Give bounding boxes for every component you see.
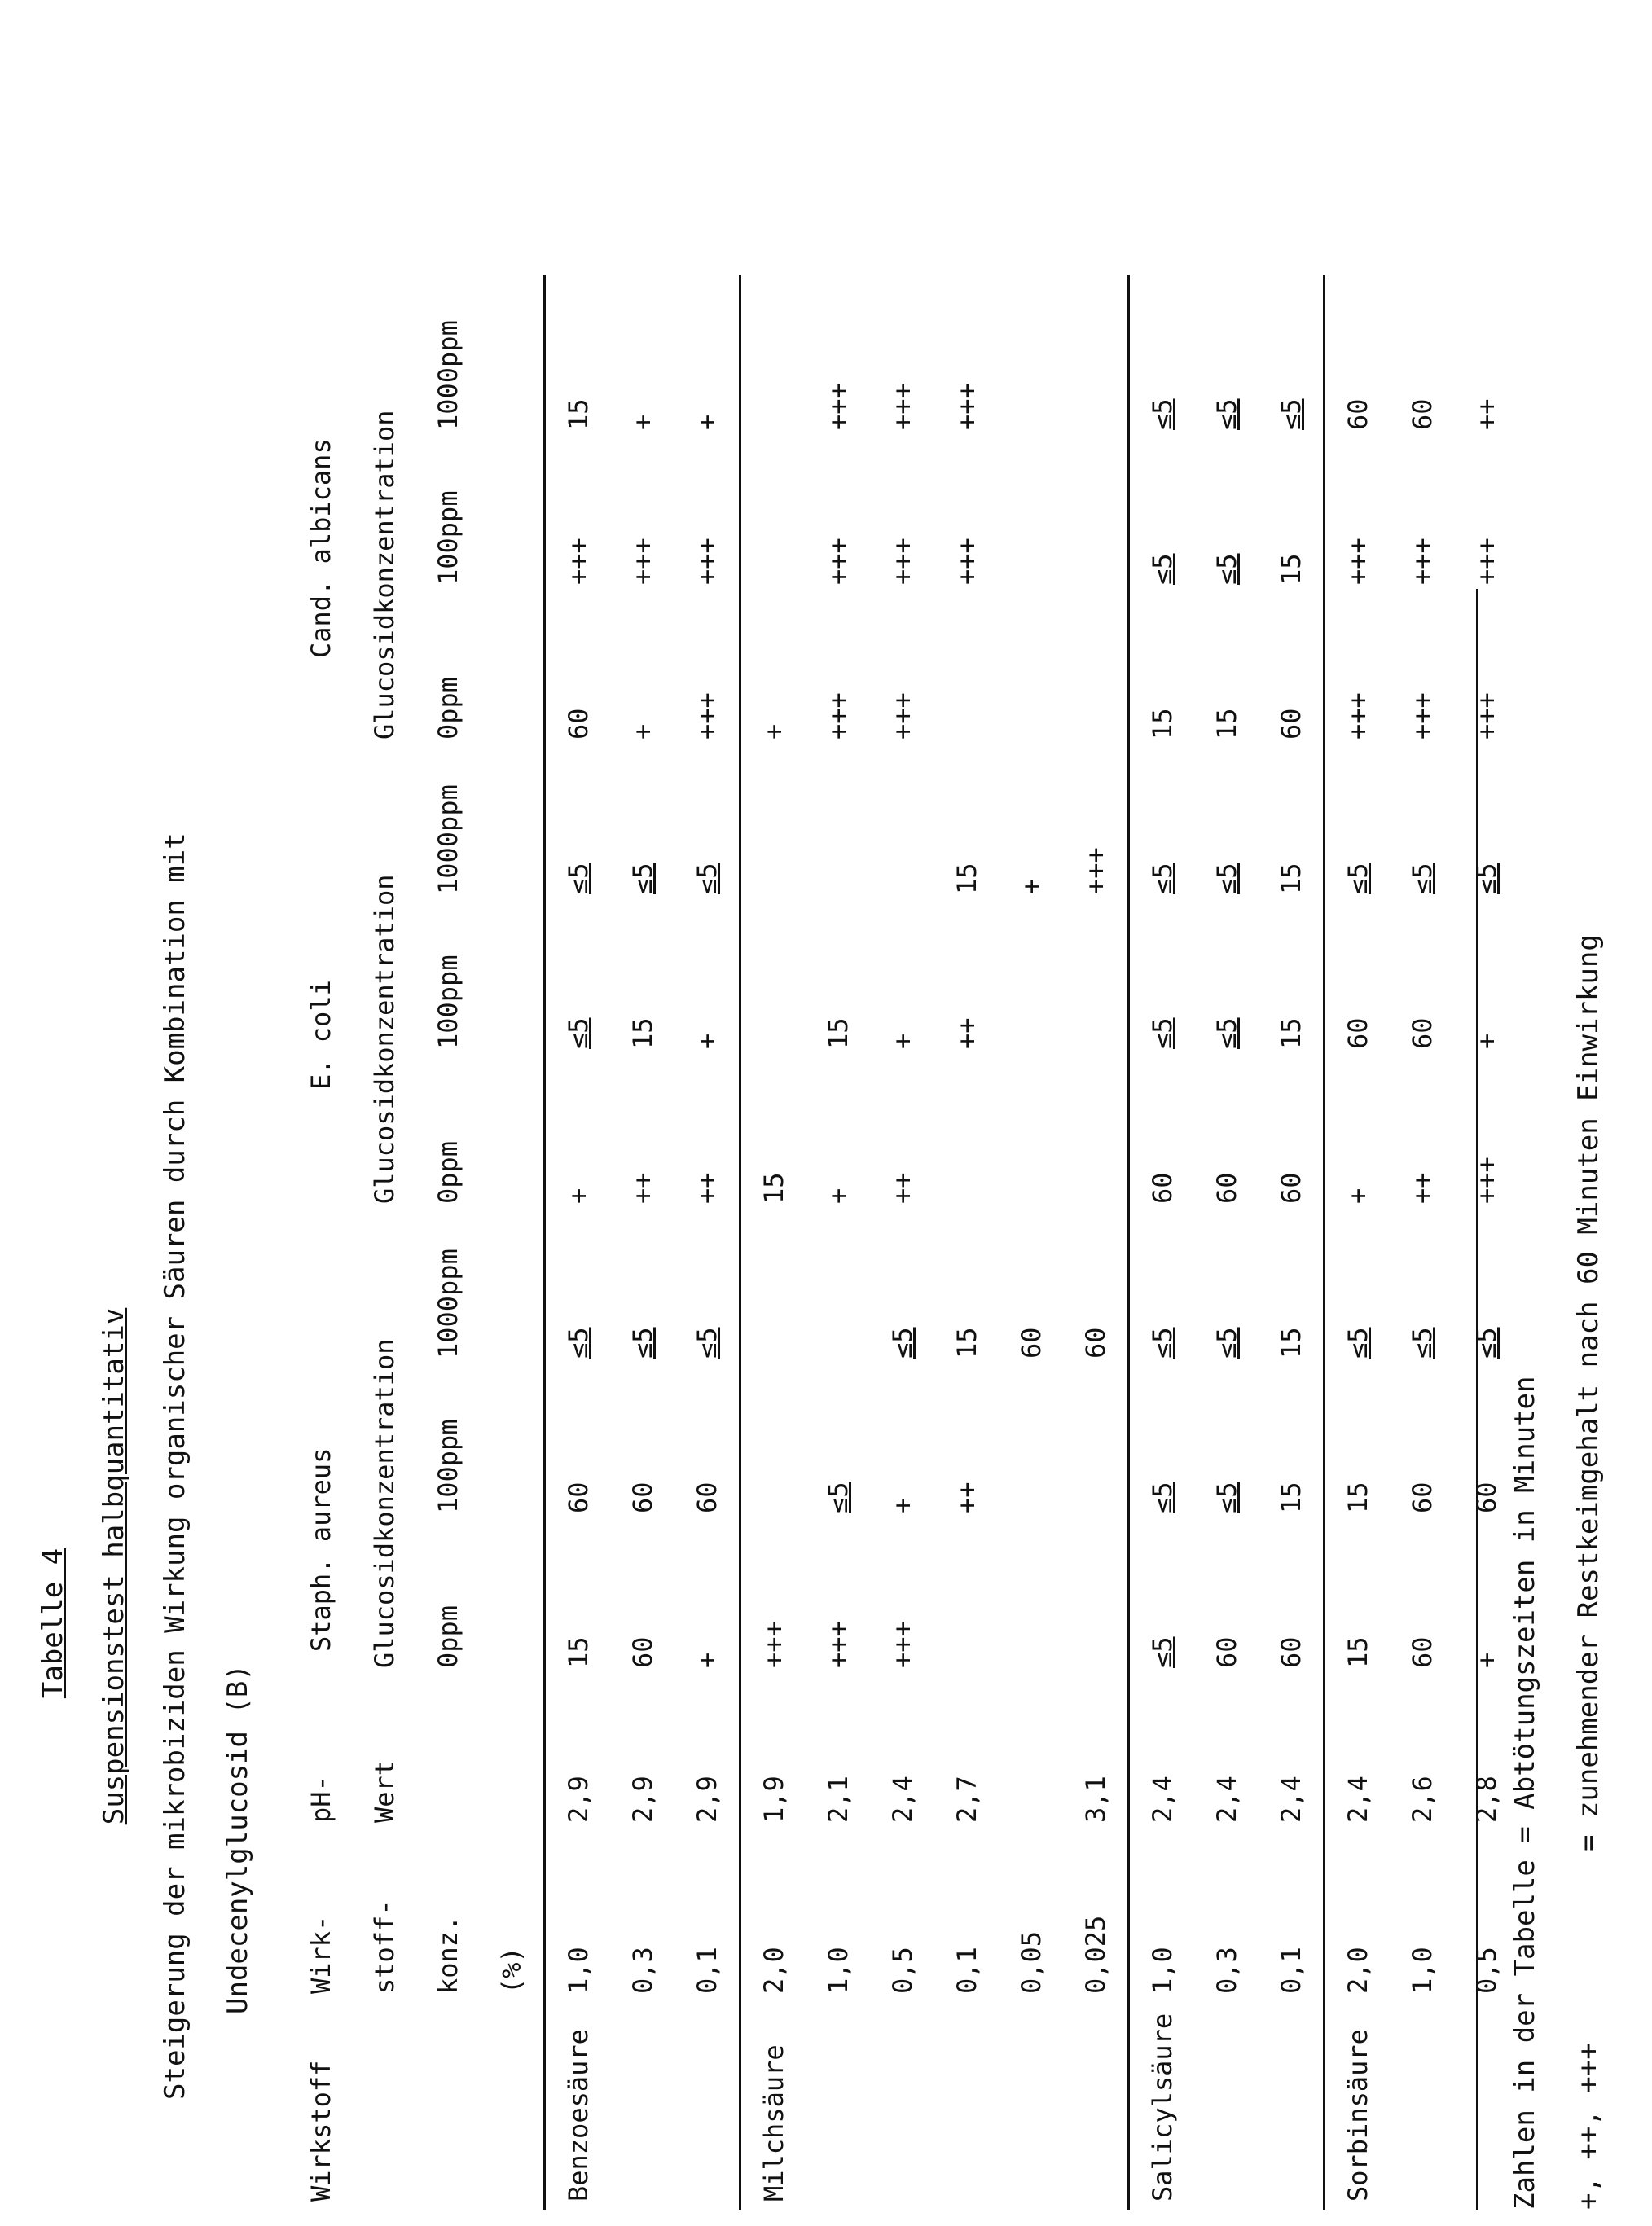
header-organism-ecoli: E. coli [305, 980, 336, 1090]
cell-ecoli-value: 60 [1325, 894, 1391, 1049]
header-ppm-1000: 1000ppm [433, 1249, 464, 1359]
cell-staph-value: + [691, 1652, 723, 1668]
cell-wirkstoff [1259, 1994, 1325, 2210]
cell-wirkstoff [1194, 1994, 1259, 2210]
cell-wirkstoff: Benzoesäure [562, 2029, 594, 2202]
cell-staph-value: ≤5 [562, 1327, 594, 1359]
cell-wirkstoff: Salicylsäure [1129, 1994, 1195, 2210]
cell-cand-value [1063, 430, 1129, 585]
cell-ecoli-value: ≤5 [1129, 894, 1195, 1049]
cell-konz: 2,0 [740, 1823, 806, 1994]
header-konz-line2: stoff- [369, 1899, 400, 1994]
table-row [1129, 275, 1195, 2210]
cell-cand-value: +++ [691, 692, 723, 740]
cell-ecoli-value [934, 1049, 999, 1204]
cell-staph-value: + [886, 1497, 918, 1513]
cell-staph-value: 60 [691, 1482, 723, 1513]
table-row [1194, 275, 1259, 2210]
table-row [999, 275, 1063, 2210]
cell-ph: 2,1 [822, 1776, 854, 1823]
cell-konz: 0,1 [691, 1947, 723, 1994]
cell-ph [999, 1668, 1063, 1823]
cell-staph-value: ≤5 [691, 1327, 723, 1359]
cell-cand-value: +++ [1325, 430, 1391, 585]
header-ph-line2: Wert [369, 1759, 400, 1823]
cell-staph-value: 60 [1015, 1327, 1047, 1359]
cell-ecoli-value: + [1325, 1049, 1391, 1204]
cell-staph-value: ≤5 [1210, 1327, 1242, 1359]
header-konz-line3: konz. [433, 1915, 464, 1994]
cell-cand-value [1063, 585, 1129, 740]
cell-ecoli-value: + [1470, 1033, 1502, 1049]
cell-konz: 0,025 [1079, 1915, 1111, 1994]
cell-ecoli-value: ≤5 [1129, 740, 1195, 894]
cell-konz: 0,1 [951, 1947, 982, 1994]
cell-wirkstoff: Sorbinsäure [1325, 1994, 1391, 2210]
cell-staph-value: + [1470, 1652, 1502, 1668]
header-glucosid-cand: Glucosidkonzentration [369, 410, 400, 740]
cell-staph-value: ≤5 [1325, 1204, 1391, 1359]
cell-staph-value: ≤5 [1129, 1204, 1195, 1359]
cell-ph: 3,1 [1079, 1776, 1111, 1823]
header-organism-cand: Cand. albicans [305, 438, 336, 658]
cell-wirkstoff [806, 1994, 870, 2210]
cell-ecoli-value: + [886, 1033, 918, 1049]
cell-staph-value: +++ [886, 1621, 918, 1668]
cell-staph-value: 15 [1275, 1482, 1307, 1513]
cell-konz: 1,0 [1406, 1947, 1438, 1994]
cell-ecoli-value: ≤5 [1210, 1017, 1242, 1049]
cell-konz: 1,0 [1129, 1823, 1195, 1994]
header-ppm-100: 100ppm [433, 490, 464, 585]
cell-ecoli-value: 15 [822, 1017, 854, 1049]
cell-cand-value: 60 [1275, 708, 1307, 740]
table-row [545, 275, 611, 2210]
table-row [1063, 275, 1129, 2210]
table-row [870, 275, 934, 2210]
cell-staph-value: 15 [1275, 1327, 1307, 1359]
cell-ecoli-value: 60 [1406, 1017, 1438, 1049]
cell-wirkstoff [934, 1994, 999, 2210]
header-ppm-100: 100ppm [433, 955, 464, 1049]
cell-cand-value [1063, 275, 1129, 430]
cell-staph-value [999, 1513, 1063, 1668]
cell-cand-value: 15 [1275, 553, 1307, 585]
cell-cand-value: + [626, 414, 658, 430]
cell-ecoli-value: + [1015, 878, 1047, 894]
results-table [289, 275, 1518, 2210]
header-ppm-1000: 1000ppm [433, 784, 464, 894]
cell-ecoli-value [1063, 894, 1129, 1049]
cell-ecoli-value: 15 [951, 863, 982, 894]
cell-konz: 0,3 [626, 1947, 658, 1994]
cell-staph-value: 60 [1470, 1482, 1502, 1513]
description-line-1: Steigerung der mikrobiziden Wirkung organischer Säuren durch Kombination mit [159, 832, 191, 2100]
header-ppm-0: 0ppm [433, 676, 464, 740]
cell-ph: 2,4 [1129, 1668, 1195, 1823]
cell-cand-value: 15 [562, 398, 594, 430]
cell-ph: 2,4 [1325, 1668, 1391, 1823]
table-row [674, 275, 740, 2210]
footnote-symbols: +, ++, +++ [1572, 2043, 1605, 2210]
cell-ph: 2,9 [562, 1776, 594, 1823]
cell-staph-value: ≤5 [822, 1482, 854, 1513]
cell-ecoli-value: ≤5 [1406, 863, 1438, 894]
cell-konz: 0,5 [886, 1947, 918, 1994]
cell-cand-value [740, 275, 806, 430]
cell-cand-value: ≤5 [1275, 398, 1307, 430]
cell-konz: 0,1 [1275, 1947, 1307, 1994]
cell-cand-value: 15 [1210, 708, 1242, 740]
table-bottom-rule [1476, 589, 1478, 2210]
cell-cand-value: ≤5 [1129, 430, 1195, 585]
cell-wirkstoff: Milchsäure [740, 1994, 806, 2210]
cell-cand-value: +++ [1470, 692, 1502, 740]
header-glucosid-ecoli: Glucosidkonzentration [369, 874, 400, 1204]
cell-cand-value: ≤5 [1210, 553, 1242, 585]
cell-staph-value: 60 [1406, 1482, 1438, 1513]
cell-staph-value: ≤5 [1129, 1359, 1195, 1513]
cell-cand-value: +++ [691, 538, 723, 585]
cell-staph-value: 60 [1275, 1636, 1307, 1668]
cell-staph-value: +++ [740, 1513, 806, 1668]
cell-cand-value: + [626, 723, 658, 740]
cell-cand-value: 15 [1129, 585, 1195, 740]
cell-ecoli-value: ++ [951, 1017, 982, 1049]
results-table-body [545, 275, 1519, 2210]
cell-konz: 0,5 [1470, 1947, 1502, 1994]
cell-konz: 0,05 [1015, 1930, 1047, 1994]
cell-cand-value: +++ [1325, 585, 1391, 740]
cell-ecoli-value: 15 [740, 1049, 806, 1204]
table-row [1390, 275, 1454, 2210]
cell-ecoli-value [999, 1049, 1063, 1204]
cell-ecoli-value: + [822, 1188, 854, 1204]
cell-ph: 2,8 [1470, 1776, 1502, 1823]
cell-cand-value: +++ [822, 383, 854, 430]
table-row [740, 275, 806, 2210]
cell-ecoli-value: ≤5 [562, 1017, 594, 1049]
cell-ecoli-value: ++ [886, 1172, 918, 1204]
cell-staph-value: 15 [951, 1327, 982, 1359]
header-ppm-0: 0ppm [433, 1140, 464, 1204]
cell-ph: 2,9 [626, 1776, 658, 1823]
cell-cand-value [999, 430, 1063, 585]
cell-cand-value: +++ [886, 692, 918, 740]
cell-staph-value: +++ [822, 1621, 854, 1668]
cell-cand-value: +++ [822, 538, 854, 585]
cell-wirkstoff [1390, 1994, 1454, 2210]
cell-wirkstoff [1063, 1994, 1129, 2210]
table-row [1325, 275, 1391, 2210]
cell-staph-value [1063, 1359, 1129, 1513]
cell-ph: 2,9 [691, 1776, 723, 1823]
table-row [934, 275, 999, 2210]
header-ppm-0: 0ppm [433, 1605, 464, 1668]
cell-ecoli-value [999, 894, 1063, 1049]
cell-ecoli-value: ++ [691, 1172, 723, 1204]
cell-staph-value: ≤5 [1406, 1327, 1438, 1359]
cell-konz: 1,0 [822, 1947, 854, 1994]
cell-cand-value: ++ [1470, 398, 1502, 430]
table-row [806, 275, 870, 2210]
cell-staph-value [999, 1359, 1063, 1513]
cell-cand-value: +++ [951, 383, 982, 430]
cell-staph-value: 15 [562, 1636, 594, 1668]
cell-wirkstoff [999, 1994, 1063, 2210]
cell-staph-value: 60 [1210, 1636, 1242, 1668]
cell-staph-value: 15 [1325, 1359, 1391, 1513]
footnote-symbols-meaning: = zunehmender Restkeimgehalt nach 60 Minuten Einwirkung [1572, 934, 1605, 1851]
cell-ecoli-value [740, 740, 806, 894]
cell-staph-value: ++ [951, 1482, 982, 1513]
table-row [610, 275, 674, 2210]
cell-ph: 2,4 [1210, 1776, 1242, 1823]
cell-cand-value: +++ [886, 383, 918, 430]
cell-ecoli-value: ++ [626, 1172, 658, 1204]
description-line-2: Undecenylglucosid (B) [222, 1664, 254, 2014]
header-konz-line1: Wirk- [305, 1915, 336, 1994]
cell-staph-value [806, 1204, 870, 1359]
cell-wirkstoff [870, 1994, 934, 2210]
cell-konz: 0,3 [1210, 1947, 1242, 1994]
header-wirkstoff: Wirkstoff [305, 2060, 336, 2202]
cell-ecoli-value: 15 [1275, 1017, 1307, 1049]
cell-ecoli-value: ≤5 [1210, 863, 1242, 894]
header-konz-line4: (%) [480, 1823, 545, 1994]
cell-ecoli-value: ≤5 [562, 863, 594, 894]
cell-cand-value: 60 [1406, 398, 1438, 430]
cell-ecoli-value: ≤5 [691, 863, 723, 894]
cell-cand-value: +++ [822, 692, 854, 740]
cell-ph: 2,7 [951, 1776, 982, 1823]
cell-ecoli-value [870, 740, 934, 894]
cell-staph-value: 60 [1406, 1636, 1438, 1668]
cell-ecoli-value [740, 894, 806, 1049]
cell-cand-value [934, 585, 999, 740]
cell-cand-value [999, 275, 1063, 430]
cell-staph-value: 60 [626, 1482, 658, 1513]
cell-ph: 2,4 [1275, 1776, 1307, 1823]
cell-ecoli-value: 15 [1275, 863, 1307, 894]
cell-staph-value: 60 [626, 1636, 658, 1668]
cell-ecoli-value: + [562, 1188, 594, 1204]
cell-staph-value: ≤5 [1129, 1513, 1195, 1668]
cell-ph: 2,6 [1406, 1776, 1438, 1823]
cell-cand-value [999, 585, 1063, 740]
cell-ecoli-value: ++ [1406, 1172, 1438, 1204]
cell-ecoli-value [1063, 1049, 1129, 1204]
header-glucosid-staph: Glucosidkonzentration [369, 1338, 400, 1668]
cell-staph-value [1063, 1513, 1129, 1668]
cell-ph: 1,9 [740, 1668, 806, 1823]
cell-cand-value [740, 430, 806, 585]
cell-cand-value: +++ [886, 538, 918, 585]
cell-staph-value [740, 1359, 806, 1513]
cell-ecoli-value: 60 [1129, 1049, 1195, 1204]
cell-ecoli-value: ≤5 [1325, 740, 1391, 894]
cell-ph: 2,4 [886, 1776, 918, 1823]
header-organism-staph: Staph. aureus [305, 1447, 336, 1652]
cell-cand-value: 60 [562, 708, 594, 740]
table-label: Tabelle 4 [37, 1548, 69, 1699]
header-ppm-100: 100ppm [433, 1419, 464, 1513]
header-ph-line1: pH- [305, 1776, 336, 1823]
cell-cand-value: +++ [1406, 692, 1438, 740]
cell-staph-value: ≤5 [1470, 1327, 1502, 1359]
cell-ecoli-value: 60 [1275, 1172, 1307, 1204]
cell-konz: 1,0 [562, 1947, 594, 1994]
cell-staph-value [934, 1513, 999, 1668]
cell-ecoli-value: +++ [1079, 847, 1111, 894]
cell-ecoli-value: +++ [1470, 1157, 1502, 1204]
cell-ecoli-value: 15 [626, 1017, 658, 1049]
cell-staph-value: 60 [1079, 1327, 1111, 1359]
cell-ecoli-value: ≤5 [626, 863, 658, 894]
cell-cand-value: + [691, 414, 723, 430]
cell-wirkstoff [610, 1994, 674, 2210]
header-ppm-1000: 1000ppm [433, 320, 464, 430]
table-row [1259, 275, 1325, 2210]
cell-ecoli-value: 60 [1210, 1172, 1242, 1204]
cell-cand-value: +++ [951, 538, 982, 585]
cell-staph-value: 15 [1325, 1513, 1391, 1668]
cell-cand-value: +++ [626, 538, 658, 585]
table-subtitle: Suspensionstest halbquantitativ [98, 1307, 130, 1825]
cell-cand-value: 60 [1325, 275, 1391, 430]
cell-staph-value: 60 [562, 1482, 594, 1513]
cell-staph-value: ≤5 [886, 1327, 918, 1359]
cell-ecoli-value [806, 740, 870, 894]
cell-staph-value: ≤5 [626, 1327, 658, 1359]
cell-cand-value: +++ [562, 538, 594, 585]
cell-cand-value: ≤5 [1129, 275, 1195, 430]
cell-konz: 2,0 [1325, 1823, 1391, 1994]
cell-cand-value: + [740, 585, 806, 740]
cell-wirkstoff [674, 1994, 740, 2210]
footnote-plus-symbols [1572, 934, 1605, 2210]
cell-staph-value: ≤5 [1210, 1482, 1242, 1513]
cell-ecoli-value: ≤5 [1470, 863, 1502, 894]
cell-cand-value: +++ [1470, 538, 1502, 585]
cell-cand-value: +++ [1406, 538, 1438, 585]
footnote-numbers: Zahlen in der Tabelle = Abtötungszeiten in Minuten [1509, 1376, 1541, 2210]
cell-ecoli-value: + [691, 1033, 723, 1049]
cell-cand-value: ≤5 [1210, 398, 1242, 430]
cell-staph-value [740, 1204, 806, 1359]
